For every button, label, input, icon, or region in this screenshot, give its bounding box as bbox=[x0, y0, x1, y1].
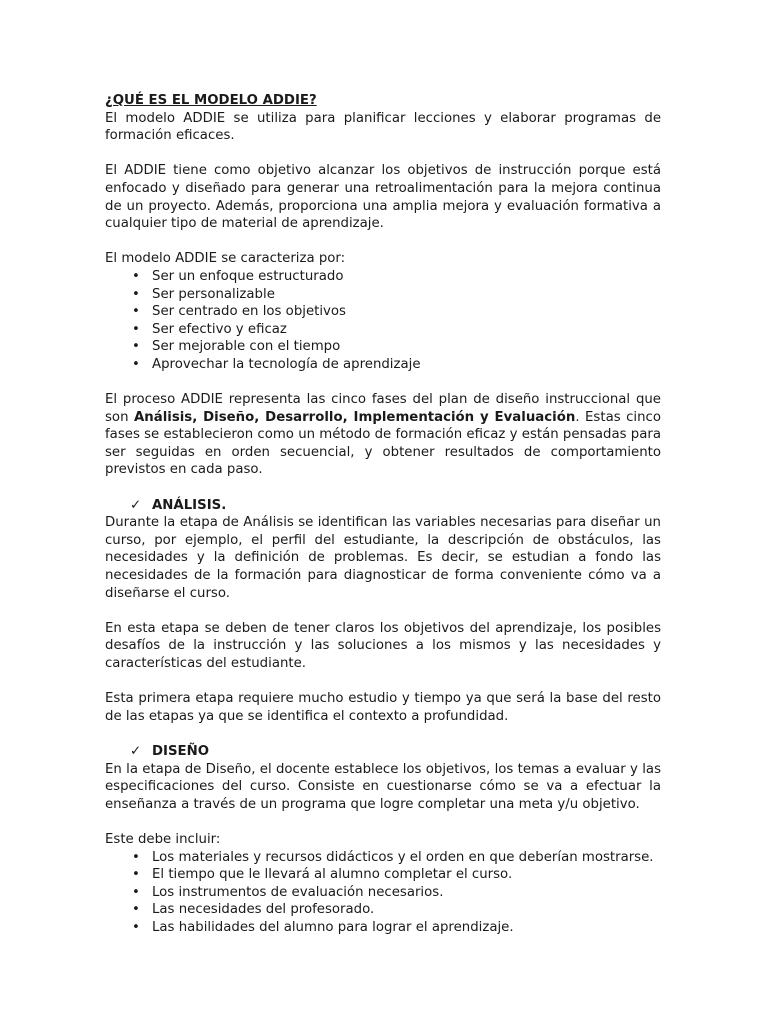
intro-paragraph: El modelo ADDIE se utiliza para planificar lecciones y elaborar programas de formación eficaces. bbox=[105, 110, 661, 144]
analysis-heading: ✓ ANÁLISIS. bbox=[130, 497, 227, 513]
bullet-icon: • bbox=[132, 356, 140, 372]
bullet-icon: • bbox=[132, 867, 140, 883]
document-title: ¿QUÉ ES EL MODELO ADDIE? bbox=[105, 93, 317, 108]
list-item: • Los instrumentos de evaluación necesarios. bbox=[132, 884, 444, 900]
check-icon: ✓ bbox=[130, 743, 142, 759]
phases-list-bold: Análisis, Diseño, Desarrollo, Implementación y Evaluación bbox=[133, 409, 576, 425]
characteristics-list bbox=[105, 268, 661, 374]
document-page bbox=[105, 92, 661, 937]
bullet-icon: • bbox=[132, 849, 140, 865]
bullet-icon: • bbox=[132, 321, 140, 337]
objective-paragraph: El ADDIE tiene como objetivo alcanzar los objetivos de instrucción porque está enfocado y diseñado para generar una retroalimentación para la mejora continua de un proyecto. Además, proporciona una amplia mejora y evaluación formativa a cualquier tipo de material de aprendizaje. bbox=[105, 163, 661, 232]
bullet-icon: • bbox=[132, 919, 140, 935]
design-heading: ✓ DISEÑO bbox=[130, 743, 210, 759]
list-item: • Ser un enfoque estructurado bbox=[132, 268, 344, 284]
characteristics-lead: El modelo ADDIE se caracteriza por: bbox=[105, 251, 346, 267]
check-icon: ✓ bbox=[130, 497, 142, 513]
spacer bbox=[105, 813, 661, 831]
bullet-icon: • bbox=[132, 884, 140, 900]
design-list bbox=[105, 849, 661, 937]
spacer bbox=[105, 479, 661, 497]
spacer bbox=[105, 374, 661, 392]
list-item: • Las habilidades del alumno para lograr el aprendizaje. bbox=[132, 919, 514, 935]
list-item: • Las necesidades del profesorado. bbox=[132, 902, 375, 918]
design-list-lead: Este debe incluir: bbox=[105, 831, 221, 847]
bullet-icon: • bbox=[132, 902, 140, 918]
spacer bbox=[105, 673, 661, 691]
list-item: • El tiempo que le llevará al alumno completar el curso. bbox=[132, 867, 513, 883]
analysis-paragraph-1: Durante la etapa de Análisis se identifican las variables necesarias para diseñar un curso, por ejemplo, el perfil del estudiante, la descripción de obstáculos, las necesidades y la definición de problemas. Es decir, se estudian a fondo las necesidades de la formación para diagnosticar de forma conveniente cómo va a diseñarse el curso. bbox=[105, 515, 661, 601]
list-item: • Ser efectivo y eficaz bbox=[132, 321, 287, 337]
spacer bbox=[105, 145, 661, 163]
list-item: • Ser centrado en los objetivos bbox=[132, 304, 346, 320]
analysis-paragraph-3: Esta primera etapa requiere mucho estudio y tiempo ya que será la base del resto de las etapas ya que se identifica el contexto a profundidad. bbox=[105, 691, 661, 724]
bullet-icon: • bbox=[132, 339, 140, 355]
spacer bbox=[105, 602, 661, 620]
list-item: • Ser mejorable con el tiempo bbox=[132, 339, 341, 355]
bullet-icon: • bbox=[132, 268, 140, 284]
spacer bbox=[105, 233, 661, 251]
process-paragraph: El proceso ADDIE representa las cinco fases del plan de diseño instruccional que son Análisis, Diseño, Desarrollo, Implementación y Evaluación. Estas cinco fases se establecieron como un método de formación eficaz y están pensadas para ser seguidas en orden secuencial, y obtener resultados de comportamiento previstos en cada paso. bbox=[105, 392, 661, 478]
list-item: • Los materiales y recursos didácticos y el orden en que deberían mostrarse. bbox=[132, 849, 654, 865]
bullet-icon: • bbox=[132, 304, 140, 320]
list-item: • Ser personalizable bbox=[132, 286, 275, 302]
bullet-icon: • bbox=[132, 286, 140, 302]
design-paragraph-1: En la etapa de Diseño, el docente establece los objetivos, los temas a evaluar y las especificaciones del curso. Consiste en cuestionarse cómo se va a efectuar la enseñanza a través de un programa que logre completar una meta y/u objetivo. bbox=[105, 761, 661, 812]
analysis-paragraph-2: En esta etapa se deben de tener claros los objetivos del aprendizaje, los posibles desafíos de la instrucción y las soluciones a los mismos y las necesidades y características del estudiante. bbox=[105, 620, 661, 671]
list-item: • Aprovechar la tecnología de aprendizaje bbox=[132, 356, 421, 372]
spacer bbox=[105, 725, 661, 743]
